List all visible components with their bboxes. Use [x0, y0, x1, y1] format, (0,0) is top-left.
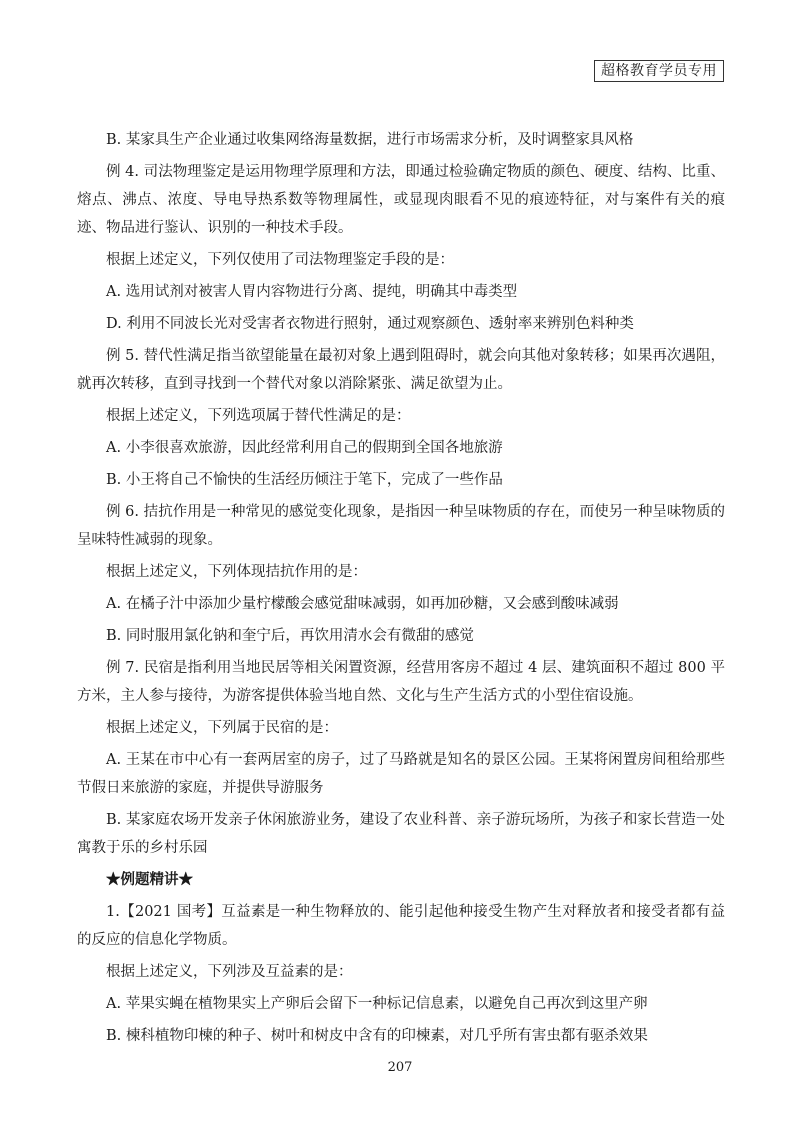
paragraph: 例 5. 替代性满足指当欲望能量在最初对象上遇到阻碍时，就会向其他对象转移；如果再次遇阻，就再次转移，直到寻找到一个替代对象以消除紧张、满足欲望为止。 [77, 348, 725, 392]
paragraph: B. 某家庭农场开发亲子休闲旅游业务，建设了农业科普、亲子游玩场所，为孩子和家长营造一处寓教于乐的乡村乐园 [77, 812, 725, 856]
paragraph: 根据上述定义，下列涉及互益素的是： [106, 964, 353, 980]
document-body [77, 126, 725, 1054]
paragraph: B. 同时服用氯化钠和奎宁后，再饮用清水会有微甜的感觉 [106, 628, 474, 644]
paragraph: B. 楝科植物印楝的种子、树叶和树皮中含有的印楝素，对几乎所有害虫都有驱杀效果 [106, 1028, 648, 1044]
paragraph: 根据上述定义，下列属于民宿的是： [106, 720, 338, 736]
header-label: 超格教育学员专用 [594, 60, 724, 82]
paragraph: A. 小李很喜欢旅游，因此经常利用自己的假期到全国各地旅游 [106, 440, 503, 456]
paragraph: D. 利用不同波长光对受害者衣物进行照射，通过观察颜色、透射率来辨别色料种类 [106, 316, 634, 332]
page-number: 207 [387, 1060, 413, 1075]
paragraph: 例 7. 民宿是指利用当地民居等相关闲置资源，经营用客房不超过 4 层、建筑面积不超过 800 平方米，主人参与接待，为游客提供体验当地自然、文化与生产生活方式的小型住宿设施。 [77, 660, 725, 704]
paragraph: 1.【2021 国考】互益素是一种生物释放的、能引起他种接受生物产生对释放者和接受者都有益的反应的信息化学物质。 [77, 904, 725, 948]
section-heading: ★例题精讲★ [106, 871, 193, 888]
paragraph: 例 4. 司法物理鉴定是运用物理学原理和方法，即通过检验确定物质的颜色、硬度、结构、比重、熔点、沸点、浓度、导电导热系数等物理属性，或显现肉眼看不见的痕迹特征，对与案件有关的痕迹、物品进行鉴认、识别的一种技术手段。 [77, 164, 725, 236]
paragraph: 根据上述定义，下列体现拮抗作用的是： [106, 564, 367, 580]
paragraph: 例 6. 拮抗作用是一种常见的感觉变化现象，是指因一种呈味物质的存在，而使另一种呈味物质的呈味特性减弱的现象。 [77, 504, 725, 548]
paragraph: A. 选用试剂对被害人胃内容物进行分离、提纯，明确其中毒类型 [106, 284, 518, 300]
paragraph: A. 王某在市中心有一套两居室的房子，过了马路就是知名的景区公园。王某将闲置房间租给那些节假日来旅游的家庭，并提供导游服务 [77, 752, 725, 796]
paragraph: 根据上述定义，下列仅使用了司法物理鉴定手段的是： [106, 252, 454, 268]
paragraph: 根据上述定义，下列选项属于替代性满足的是： [106, 408, 411, 424]
paragraph: A. 在橘子汁中添加少量柠檬酸会感觉甜味减弱，如再加砂糖，又会感到酸味减弱 [106, 596, 619, 612]
paragraph: B. 某家具生产企业通过收集网络海量数据，进行市场需求分析，及时调整家具风格 [106, 132, 634, 148]
paragraph: A. 苹果实蝇在植物果实上产卵后会留下一种标记信息素，以避免自己再次到这里产卵 [106, 996, 648, 1012]
paragraph: B. 小王将自己不愉快的生活经历倾注于笔下，完成了一些作品 [106, 472, 503, 488]
